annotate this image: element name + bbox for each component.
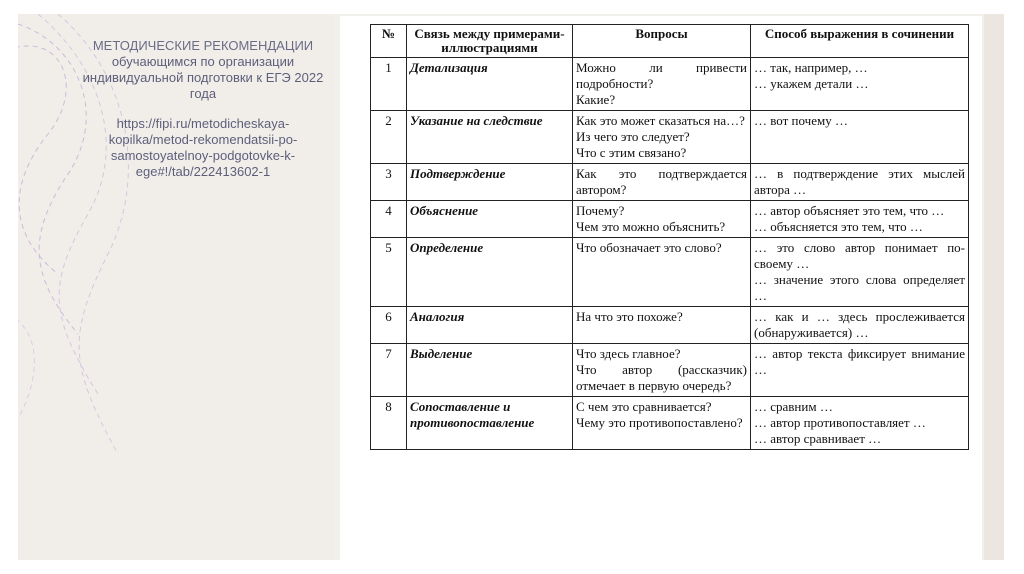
row-number: 2: [371, 111, 407, 164]
row-expressions: [751, 164, 969, 201]
expression-line: … автор противопоставляет …: [754, 415, 926, 430]
table-row: [371, 344, 969, 397]
sidebar-heading-caps: МЕТОДИЧЕСКИЕ РЕКОМЕНДАЦИИ: [92, 38, 314, 53]
row-link-type: Подтверждение: [407, 164, 573, 201]
question-line: Что обозначает это слово?: [576, 240, 722, 255]
question-line: Какие?: [576, 92, 616, 107]
table-page: [340, 16, 982, 560]
expression-line: … в подтверждение этих мыслей автора …: [754, 166, 965, 197]
table-row: [371, 164, 969, 201]
expression-line: … как и … здесь прослеживается (обнаруживается) …: [754, 309, 965, 340]
sidebar-link[interactable]: https://fipi.ru/metodicheskaya-kopilka/metod-rekomendatsii-po-samostoyatelnoy-podgotovke-k-ege#!/tab/222413602-1: [108, 116, 298, 179]
table-header-row: [371, 25, 969, 58]
expression-line: … значение этого слова определяет …: [754, 272, 965, 303]
row-questions: [573, 397, 751, 450]
row-questions: [573, 307, 751, 344]
row-number: 6: [371, 307, 407, 344]
row-questions: [573, 58, 751, 111]
question-line: Почему?: [576, 203, 625, 218]
row-number: 5: [371, 238, 407, 307]
expression-line: … объясняется это тем, что …: [754, 219, 923, 234]
expression-line: … это слово автор понимает по-своему …: [754, 240, 965, 271]
table-row: [371, 397, 969, 450]
row-expressions: [751, 397, 969, 450]
row-expressions: [751, 201, 969, 238]
sidebar-heading-rest: обучающимся по организации индивидуальной подготовки к ЕГЭ 2022 года: [82, 54, 324, 101]
table-body: [371, 58, 969, 450]
expression-line: … автор сравнивает …: [754, 431, 882, 446]
row-number: 7: [371, 344, 407, 397]
row-number: 8: [371, 397, 407, 450]
row-link-type: Указание на следствие: [407, 111, 573, 164]
expression-line: … сравним …: [754, 399, 833, 414]
row-number: 3: [371, 164, 407, 201]
row-link-type: Детализация: [407, 58, 573, 111]
sidebar-heading: [78, 38, 328, 102]
slide: [18, 14, 1004, 560]
table-row: [371, 307, 969, 344]
question-line: Чему это противопоставлено?: [576, 415, 743, 430]
expression-line: … так, например, …: [754, 60, 868, 75]
question-line: На что это похоже?: [576, 309, 683, 324]
question-line: С чем это сравнивается?: [576, 399, 712, 414]
expression-line: … автор текста фиксирует внимание …: [754, 346, 965, 377]
row-link-type: Определение: [407, 238, 573, 307]
question-line: Как это подтверждается автором?: [576, 166, 747, 197]
question-line: Что здесь главное?: [576, 346, 681, 361]
row-link-type: Сопоставление и противопоставление: [407, 397, 573, 450]
right-strip: [984, 14, 1004, 560]
row-link-type: Объяснение: [407, 201, 573, 238]
table-row: [371, 238, 969, 307]
row-questions: [573, 201, 751, 238]
row-questions: [573, 344, 751, 397]
methods-table: [370, 24, 969, 450]
row-number: 1: [371, 58, 407, 111]
question-line: Можно ли привести подробности?: [576, 60, 747, 91]
question-line: Что автор (рассказчик) отмечает в первую очередь?: [576, 362, 747, 393]
row-questions: [573, 111, 751, 164]
question-line: Как это может сказаться на…?: [576, 113, 745, 128]
sidebar-panel: [18, 14, 334, 560]
row-expressions: [751, 238, 969, 307]
table-row: [371, 111, 969, 164]
header-link: Связь между примерами-иллюстрациями: [407, 25, 573, 58]
row-link-type: Аналогия: [407, 307, 573, 344]
header-questions: Вопросы: [573, 25, 751, 58]
expression-line: … автор объясняет это тем, что …: [754, 203, 945, 218]
question-line: Чем это можно объяснить?: [576, 219, 726, 234]
question-line: Что с этим связано?: [576, 145, 687, 160]
row-expressions: [751, 344, 969, 397]
expression-line: … укажем детали …: [754, 76, 869, 91]
table-row: [371, 201, 969, 238]
row-link-type: Выделение: [407, 344, 573, 397]
row-number: 4: [371, 201, 407, 238]
sidebar-note: [78, 38, 328, 180]
expression-line: … вот почему …: [754, 113, 848, 128]
row-expressions: [751, 307, 969, 344]
row-questions: [573, 238, 751, 307]
header-expression: Способ выражения в сочинении: [751, 25, 969, 58]
table-row: [371, 58, 969, 111]
row-expressions: [751, 111, 969, 164]
header-num: №: [371, 25, 407, 58]
question-line: Из чего это следует?: [576, 129, 690, 144]
row-questions: [573, 164, 751, 201]
row-expressions: [751, 58, 969, 111]
